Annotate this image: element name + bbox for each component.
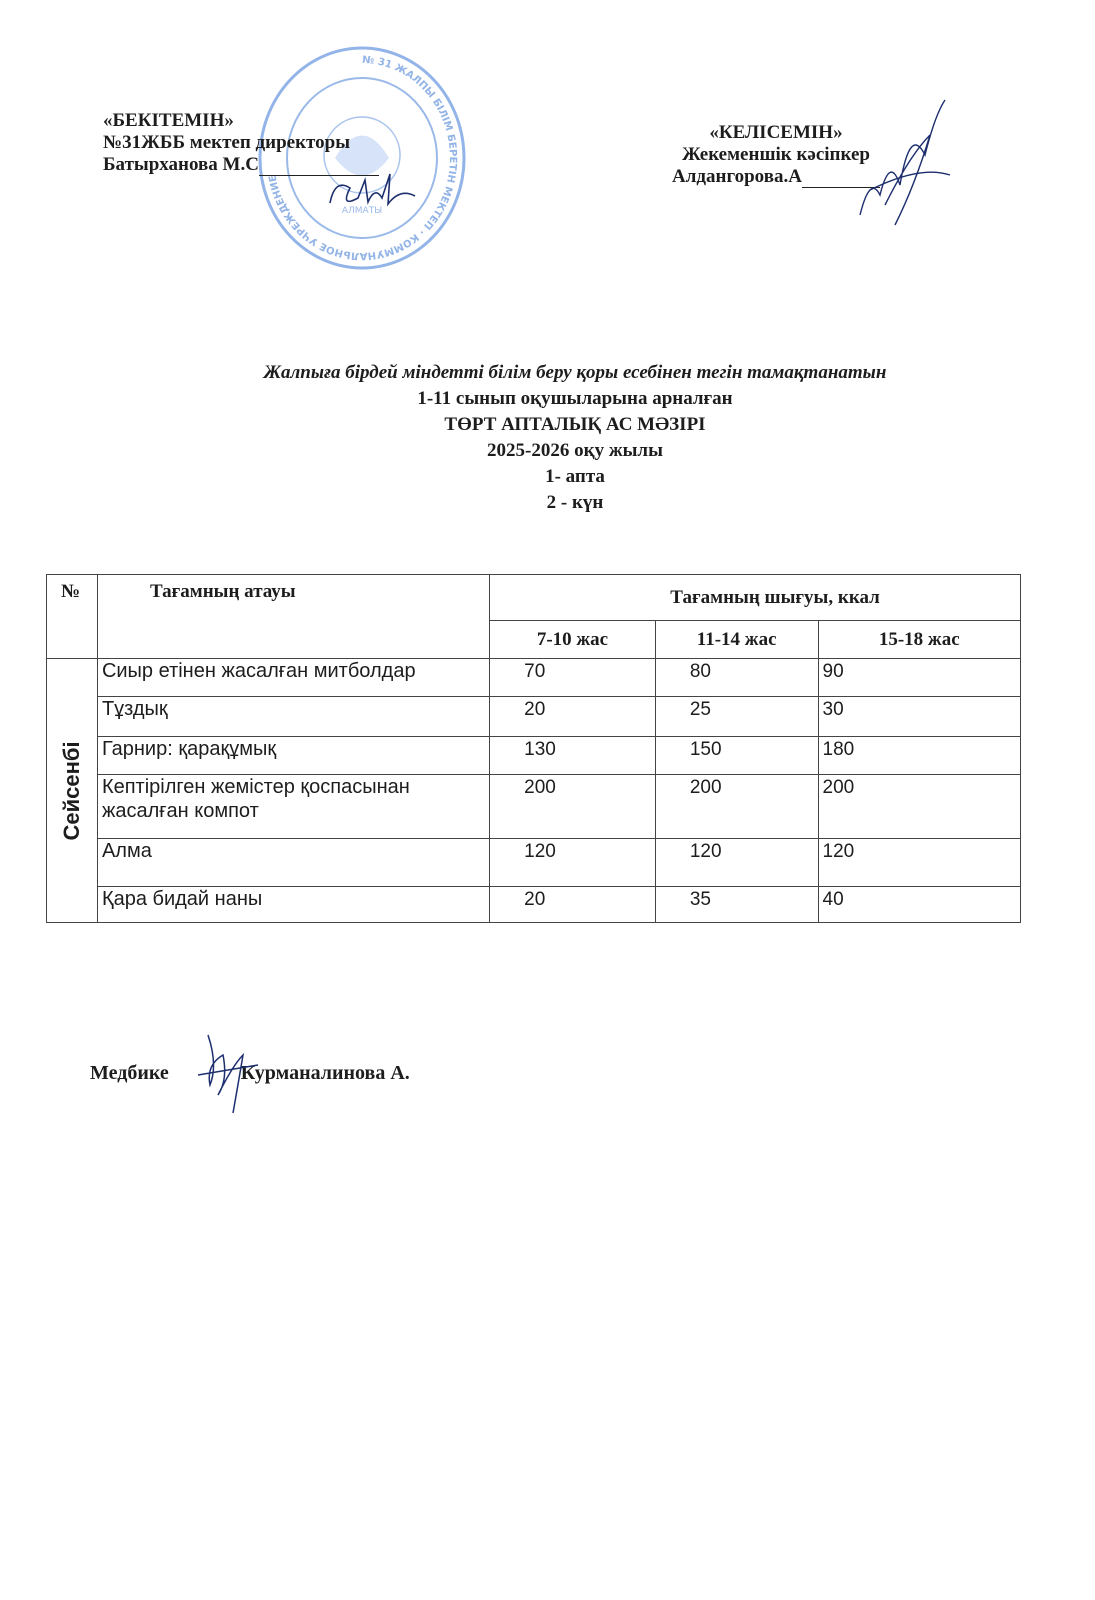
age-header: 15-18 жас [818,621,1021,659]
kcal-value: 150 [655,737,818,775]
title-line-5: 1- апта [545,466,605,487]
kcal-value: 90 [818,659,1021,697]
kcal-value: 70 [490,659,656,697]
dish-name: Кептірілген жемістер қоспасынан жасалған компот [97,775,489,839]
nurse-name: Курманалинова А. [240,1062,410,1084]
kcal-value: 200 [655,775,818,839]
kcal-value: 120 [818,839,1021,887]
col-name-header: Тағамның атауы [97,575,489,659]
dish-name: Тұздық [97,697,489,737]
title-line-4: 2025-2026 оқу жылы [487,440,663,461]
table-row [47,839,1021,887]
kcal-value: 40 [818,887,1021,923]
kcal-value: 20 [490,887,656,923]
col-yield-header: Тағамның шығуы, ккал [490,575,1021,621]
title-line-3: ТӨРТ АПТАЛЫҚ АС МӘЗІРІ [444,414,706,435]
kcal-value: 35 [655,887,818,923]
kcal-value: 130 [490,737,656,775]
title-line-1: Жалпыға бірдей міндетті білім беру қоры есебінен тегін тамақтанатын [263,362,887,383]
agree-title: «КЕЛІСЕМІН» [709,122,843,143]
approve-block [103,110,379,176]
kcal-value: 200 [818,775,1021,839]
stamp-inner-text: АЛМАТЫ [341,206,383,216]
dish-name: Алма [97,839,489,887]
table-row [47,887,1021,923]
approve-signature-line [259,175,379,176]
day-label: Сейсенбі [58,740,84,841]
nurse-signature-block [90,1062,410,1085]
kcal-value: 200 [490,775,656,839]
kcal-value: 80 [655,659,818,697]
stamp-outer-text: № 31 ЖАЛПЫ БІЛІМ БЕРЕТІН МЕКТЕП · КОММУНАЛЬНОЕ УЧРЕЖДЕНИЕ [267,54,458,262]
day-cell [47,659,98,923]
title-line-6: 2 - күн [546,492,604,513]
table-row [47,659,1021,697]
approve-name: Батырханова М.С [103,154,259,175]
col-number-header: № [47,575,98,659]
title-line-2: 1-11 сынып оқушыларына арналған [417,388,733,409]
agree-block [672,122,880,188]
table-row [47,697,1021,737]
kcal-value: 180 [818,737,1021,775]
agree-signature-line [802,187,880,188]
nurse-role: Медбике [90,1062,169,1084]
dish-name: Қара бидай наны [97,887,489,923]
age-header: 7-10 жас [490,621,656,659]
kcal-value: 120 [490,839,656,887]
agree-position: Жекеменшік кәсіпкер [681,144,870,165]
menu-table [46,574,1021,923]
document-title [40,360,1095,516]
table-row [47,737,1021,775]
age-header: 11-14 жас [655,621,818,659]
dish-name: Гарнир: қарақұмық [97,737,489,775]
agree-name: Алдангорова.А [672,166,802,187]
table-row [47,775,1021,839]
approve-title: «БЕКІТЕМІН» [103,110,234,131]
kcal-value: 30 [818,697,1021,737]
approve-position: №31ЖББ мектеп директоры [103,132,351,153]
kcal-value: 25 [655,697,818,737]
kcal-value: 120 [655,839,818,887]
dish-name: Сиыр етінен жасалған митболдар [97,659,489,697]
kcal-value: 20 [490,697,656,737]
